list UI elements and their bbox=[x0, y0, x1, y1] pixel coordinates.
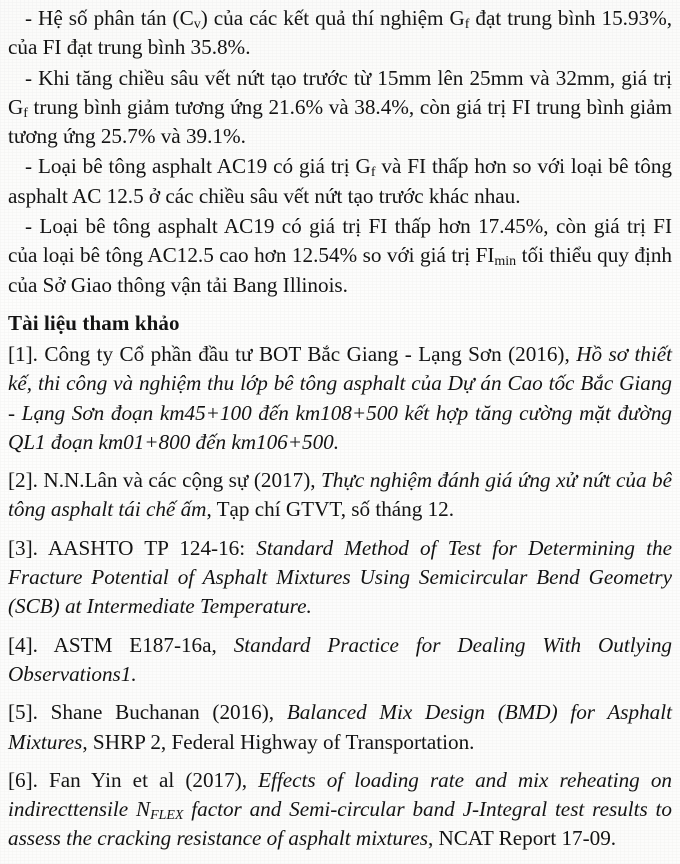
subscript-text: FLEX bbox=[150, 808, 184, 824]
text-run: , SHRP 2, Federal Highway of Transportation. bbox=[82, 729, 475, 754]
reference-item bbox=[8, 698, 672, 757]
reference-item bbox=[8, 766, 672, 854]
italic-title-text: Hồ sơ thiết kế, thi công và nghiệm thu lớp bê tông asphalt của Dự án Cao tốc Bắc Giang - Lạng Sơn đoạn km45+100 đến km108+500 kết hợp tăng cường mặt đường QL1 đoạn km01+800 đến km106+500. bbox=[8, 341, 672, 454]
reference-item bbox=[8, 466, 672, 525]
references-list bbox=[8, 340, 672, 854]
reference-item bbox=[8, 631, 672, 690]
text-run: đạt trung bình 15.93%, của FI đạt trung bình 35.8%. bbox=[8, 6, 673, 60]
text-run: và FI thấp hơn so với loại bê tông asphalt AC 12.5 ở các chiều sâu vết nứt tạo trước khác nhau. bbox=[8, 154, 672, 208]
italic-title-text: Standard Practice for Dealing With Outlying Observations1. bbox=[8, 632, 673, 686]
text-run: , NCAT Report 17-09. bbox=[427, 826, 617, 851]
body-paragraph bbox=[8, 152, 672, 211]
references-heading: Tài liệu tham khảo bbox=[8, 310, 180, 335]
text-run: [6]. Fan Yin et al (2017), bbox=[8, 767, 259, 792]
text-run: - Khi tăng chiều sâu vết nứt tạo trước từ 15mm lên 25mm và 32mm, giá trị G bbox=[8, 65, 672, 119]
text-run: [4]. ASTM E187-16a, bbox=[8, 632, 234, 657]
text-run: [5]. Shane Buchanan (2016), bbox=[8, 700, 287, 725]
text-run: trung bình giảm tương ứng 21.6% và 38.4%, còn giá trị FI trung bình giảm tương ứng 25.7% và 39.1%. bbox=[8, 94, 672, 149]
italic-title-text: Thực nghiệm đánh giá ứng xử nứt của bê tông asphalt tái chế ấm bbox=[8, 468, 672, 522]
body-paragraph bbox=[8, 212, 672, 300]
text-column bbox=[8, 4, 672, 854]
text-run: - Loại bê tông asphalt AC19 có giá trị G bbox=[25, 154, 371, 179]
body-paragraph bbox=[8, 64, 672, 152]
subscript-text: f bbox=[370, 165, 376, 181]
text-run: - Hệ số phân tán (C bbox=[25, 6, 194, 30]
reference-item bbox=[8, 340, 672, 457]
italic-title-text: Effects of loading rate and mix reheating on indirecttensile N bbox=[8, 767, 672, 822]
text-run: , Tạp chí GTVT, số tháng 12. bbox=[206, 497, 455, 522]
text-run: - Loại bê tông asphalt AC19 có giá trị FI thấp hơn 17.45%, còn giá trị FI của loại bê tông AC12.5 cao hơn 12.54% so với giá trị FI bbox=[8, 214, 672, 268]
text-run: [3]. AASHTO TP 124-16: bbox=[8, 535, 257, 560]
subscript-text: v bbox=[193, 17, 201, 33]
text-run: [1]. Công ty Cổ phần đầu tư BOT Bắc Giang - Lạng Sơn (2016), bbox=[8, 341, 577, 366]
italic-title-text: factor and Semi-circular band J-Integral test results to assess the cracking resistance of asphalt mixtures bbox=[8, 797, 672, 851]
subscript-text: f bbox=[23, 105, 28, 121]
body-paragraph bbox=[8, 4, 672, 63]
text-run: [2]. N.N.Lân và các cộng sự (2017), bbox=[8, 468, 322, 493]
subscript-text: min bbox=[494, 254, 517, 270]
italic-title-text: Standard Method of Test for Determining the Fracture Potential of Asphalt Mixtures Using Semicircular Bend Geometry (SCB) at Intermediate Temperature. bbox=[8, 535, 672, 619]
text-run: tối thiểu quy định của Sở Giao thông vận tải Bang Illinois. bbox=[8, 243, 672, 297]
reference-item bbox=[8, 534, 672, 622]
text-run: ) của các kết quả thí nghiệm G bbox=[200, 6, 465, 30]
italic-title-text: Balanced Mix Design (BMD) for Asphalt Mixtures bbox=[8, 700, 672, 754]
subscript-text: f bbox=[464, 17, 470, 33]
conclusions-section bbox=[8, 4, 672, 300]
